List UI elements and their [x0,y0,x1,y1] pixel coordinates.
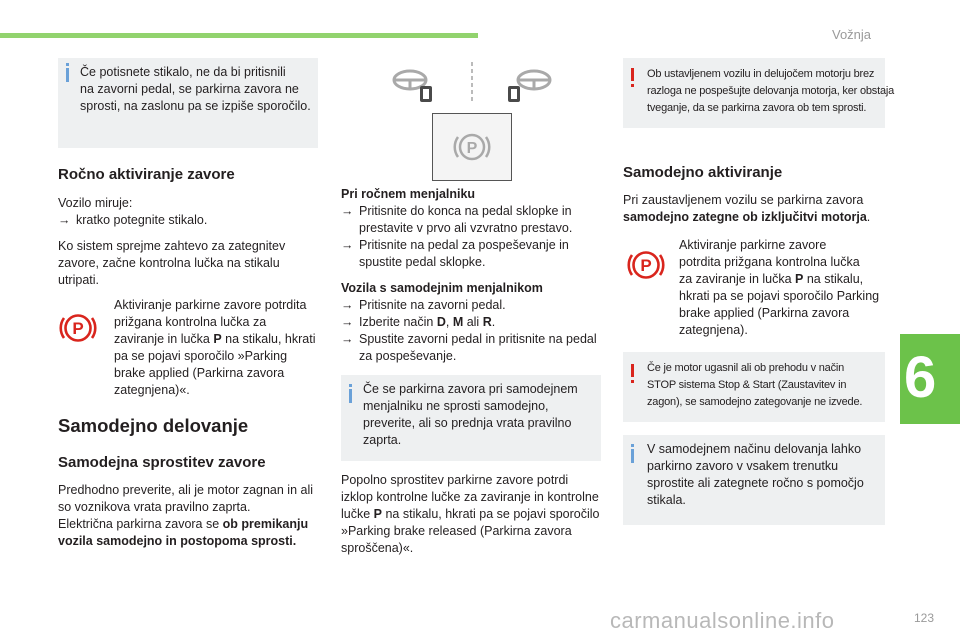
info-note-box: Če se parkirna zavora pri samodejnem menjalniku ne sprosti samodejno, preverite, ali so prednja vrata pravilno zaprta. [341,375,601,461]
info-marker-icon [66,68,69,82]
paragraph: utripati. [58,273,99,287]
arrow-bullet-icon: → [341,332,354,346]
parking-brake-switch-icon [432,113,512,181]
arrow-bullet-icon: → [341,238,354,252]
warning-marker-icon [631,364,634,377]
arrow-bullet-icon: → [58,213,71,227]
arrow-bullet-icon: → [341,204,354,218]
info-marker-icon [631,449,634,463]
watermark: carmanualsonline.info [610,608,835,633]
info-note-line: sprosti, na zaslonu pa se izpiše sporočilo. [80,99,311,113]
steering-wheel-icon [508,71,550,102]
arrow-bullet-icon: → [341,315,354,329]
warning-marker-icon [631,68,634,81]
arrow-bullet-icon: → [341,298,354,312]
section-heading: Ročno aktiviranje zavore [58,166,235,183]
info-note-line: Če potisnete stikalo, ne da bi pritisnili [80,65,286,79]
sub-heading: Vozila s samodejnim menjalnikom [341,281,543,295]
section-heading: Samodejno aktiviranje [623,164,783,181]
paragraph: Vozilo miruje: [58,196,133,210]
steering-wheel-diagram [388,62,556,106]
top-accent-bar [0,33,478,38]
section-heading: Samodejno delovanje [58,415,249,436]
paragraph: Ko sistem sprejme zahtevo za zategnitev [58,239,286,253]
svg-text:P: P [72,319,84,338]
parking-brake-warning-icon [626,245,666,285]
info-note-line: na zavorni pedal, se parkirna zavora ne [80,82,299,96]
warning-note-box: Ob ustavljenem vozilu in delujočem motorju brez razloga ne pospešujte delovanja motorja, ker obstaja tveganje, da se parkirna zavora ob tem sprosti. [623,58,885,128]
info-note-box: V samodejnem načinu delovanja lahko parkirno zavoro v vsakem trenutku sprostite ali zategnete ročno s pomočjo stikala. [623,435,885,525]
steering-wheel-icon [394,71,432,102]
parking-brake-warning-icon [58,308,98,348]
info-marker-icon [349,389,352,403]
svg-text:P: P [640,256,652,275]
chapter-tab-number: 6 [904,345,937,410]
paragraph: zavore, začne kontrolna lučka na stikalu [58,256,280,270]
svg-text:P: P [466,140,478,157]
subsection-heading: Samodejna sprostitev zavore [58,454,266,471]
page-number: 123 [914,611,935,625]
sub-heading: Pri ročnem menjalniku [341,187,476,201]
chapter-title: Vožnja [832,27,872,42]
info-note-box [58,58,318,148]
switch-symbol-icon [433,114,511,180]
warning-note-box: Če je motor ugasnil ali ob prehodu v način STOP sistema Stop & Start (Zaustavitev in zagon), se samodejno zategovanje ne izvede. [623,352,885,422]
